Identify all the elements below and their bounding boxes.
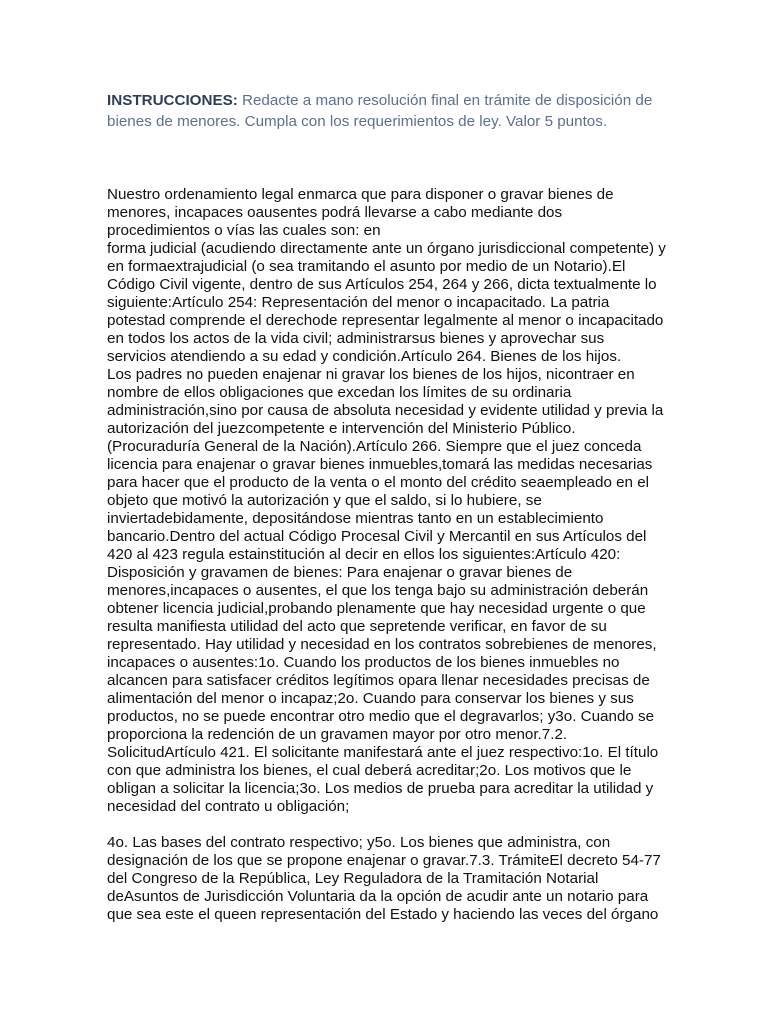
instructions (107, 90, 667, 132)
document-body (107, 186, 667, 924)
instructions-label: INSTRUCCIONES: (107, 92, 238, 109)
instructions-text: Redacte a mano resolución final en trámite de disposición de bienes de menores. Cumpla con los requerimientos de ley. Valor 5 puntos. (107, 92, 653, 130)
body-paragraph-2: 4o. Las bases del contrato respectivo; y5o. Los bienes que administra, con designación de los que se propone enajenar o gravar.7.3. TrámiteEl decreto 54-77 del Congreso de la República, Ley Reguladora de la Tramitación Notarial deAsuntos de Jurisdicción Voluntaria da la opción de acudir ante un notario para que sea este el queen representación del Estado y haciendo las veces del órgano (107, 834, 661, 923)
body-paragraph-1: Nuestro ordenamiento legal enmarca que para disponer o gravar bienes de menores, incapaces oausentes podrá llevarse a cabo mediante dos procedimientos o vías las cuales son: en forma judicial (acudiendo directamente ante un órgano jurisdiccional competente) y en formaextrajudicial (o sea tramitando el asunto por medio de un Notario).El Código Civil vigente, dentro de sus Artículos 254, 264 y 266, dicta textualmente lo siguiente:Artículo 254: Representación del menor o incapacitado. La patria potestad comprende el derechode representar legalmente al menor o incapacitado en todos los actos de la vida civil; administrarsus bienes y aprovechar sus servicios atendiendo a su edad y condición.Artículo 264. Bienes de los hijos. Los padres no pueden enajenar ni gravar los bienes de los hijos, nicontraer en nombre de ellos obligaciones que excedan los límites de su ordinaria administración,sino por causa de absoluta necesidad y evidente utilidad y previa la autorización del juezcompetente e intervención del Ministerio Público. (Procuraduría General de la Nación).Artículo 266. Siempre que el juez conceda licencia para enajenar o gravar bienes inmuebles,tomará las medidas necesarias para hacer que el producto de la venta o el monto del crédito seaempleado en el objeto que motivó la autorización y que el saldo, si lo hubiere, se inviertadebidamente, depositándose mientras tanto en un establecimiento bancario.Dentro del actual Código Procesal Civil y Mercantil en sus Artículos del 420 al 423 regula estainstitución al decir en ellos los siguientes:Artículo 420: Disposición y gravamen de bienes: Para enajenar o gravar bienes de menores,incapaces o ausentes, el que los tenga bajo su administración deberán obtener licencia judicial,probando plenamente que hay necesidad urgente o que resulta manifiesta utilidad del acto que sepretende verificar, en favor de su representado. Hay utilidad y necesidad en los contratos sobrebienes de menores, incapaces o ausentes:1o. Cuando los productos de los bienes inmuebles no alcancen para satisfacer créditos legítimos opara llenar necesidades precisas de alimentación del menor o incapaz;2o. Cuando para conservar los bienes y sus productos, no se puede encontrar otro medio que el degravarlos; y3o. Cuando se proporciona la redención de un gravamen mayor por otro menor.7.2. SolicitudArtículo 421. El solicitante manifestará ante el juez respectivo:1o. El título con que administra los bienes, el cual deberá acreditar;2o. Los motivos que le obligan a solicitar la licencia;3o. Los medios de prueba para acreditar la utilidad y necesidad del contrato u obligación; (107, 186, 666, 815)
